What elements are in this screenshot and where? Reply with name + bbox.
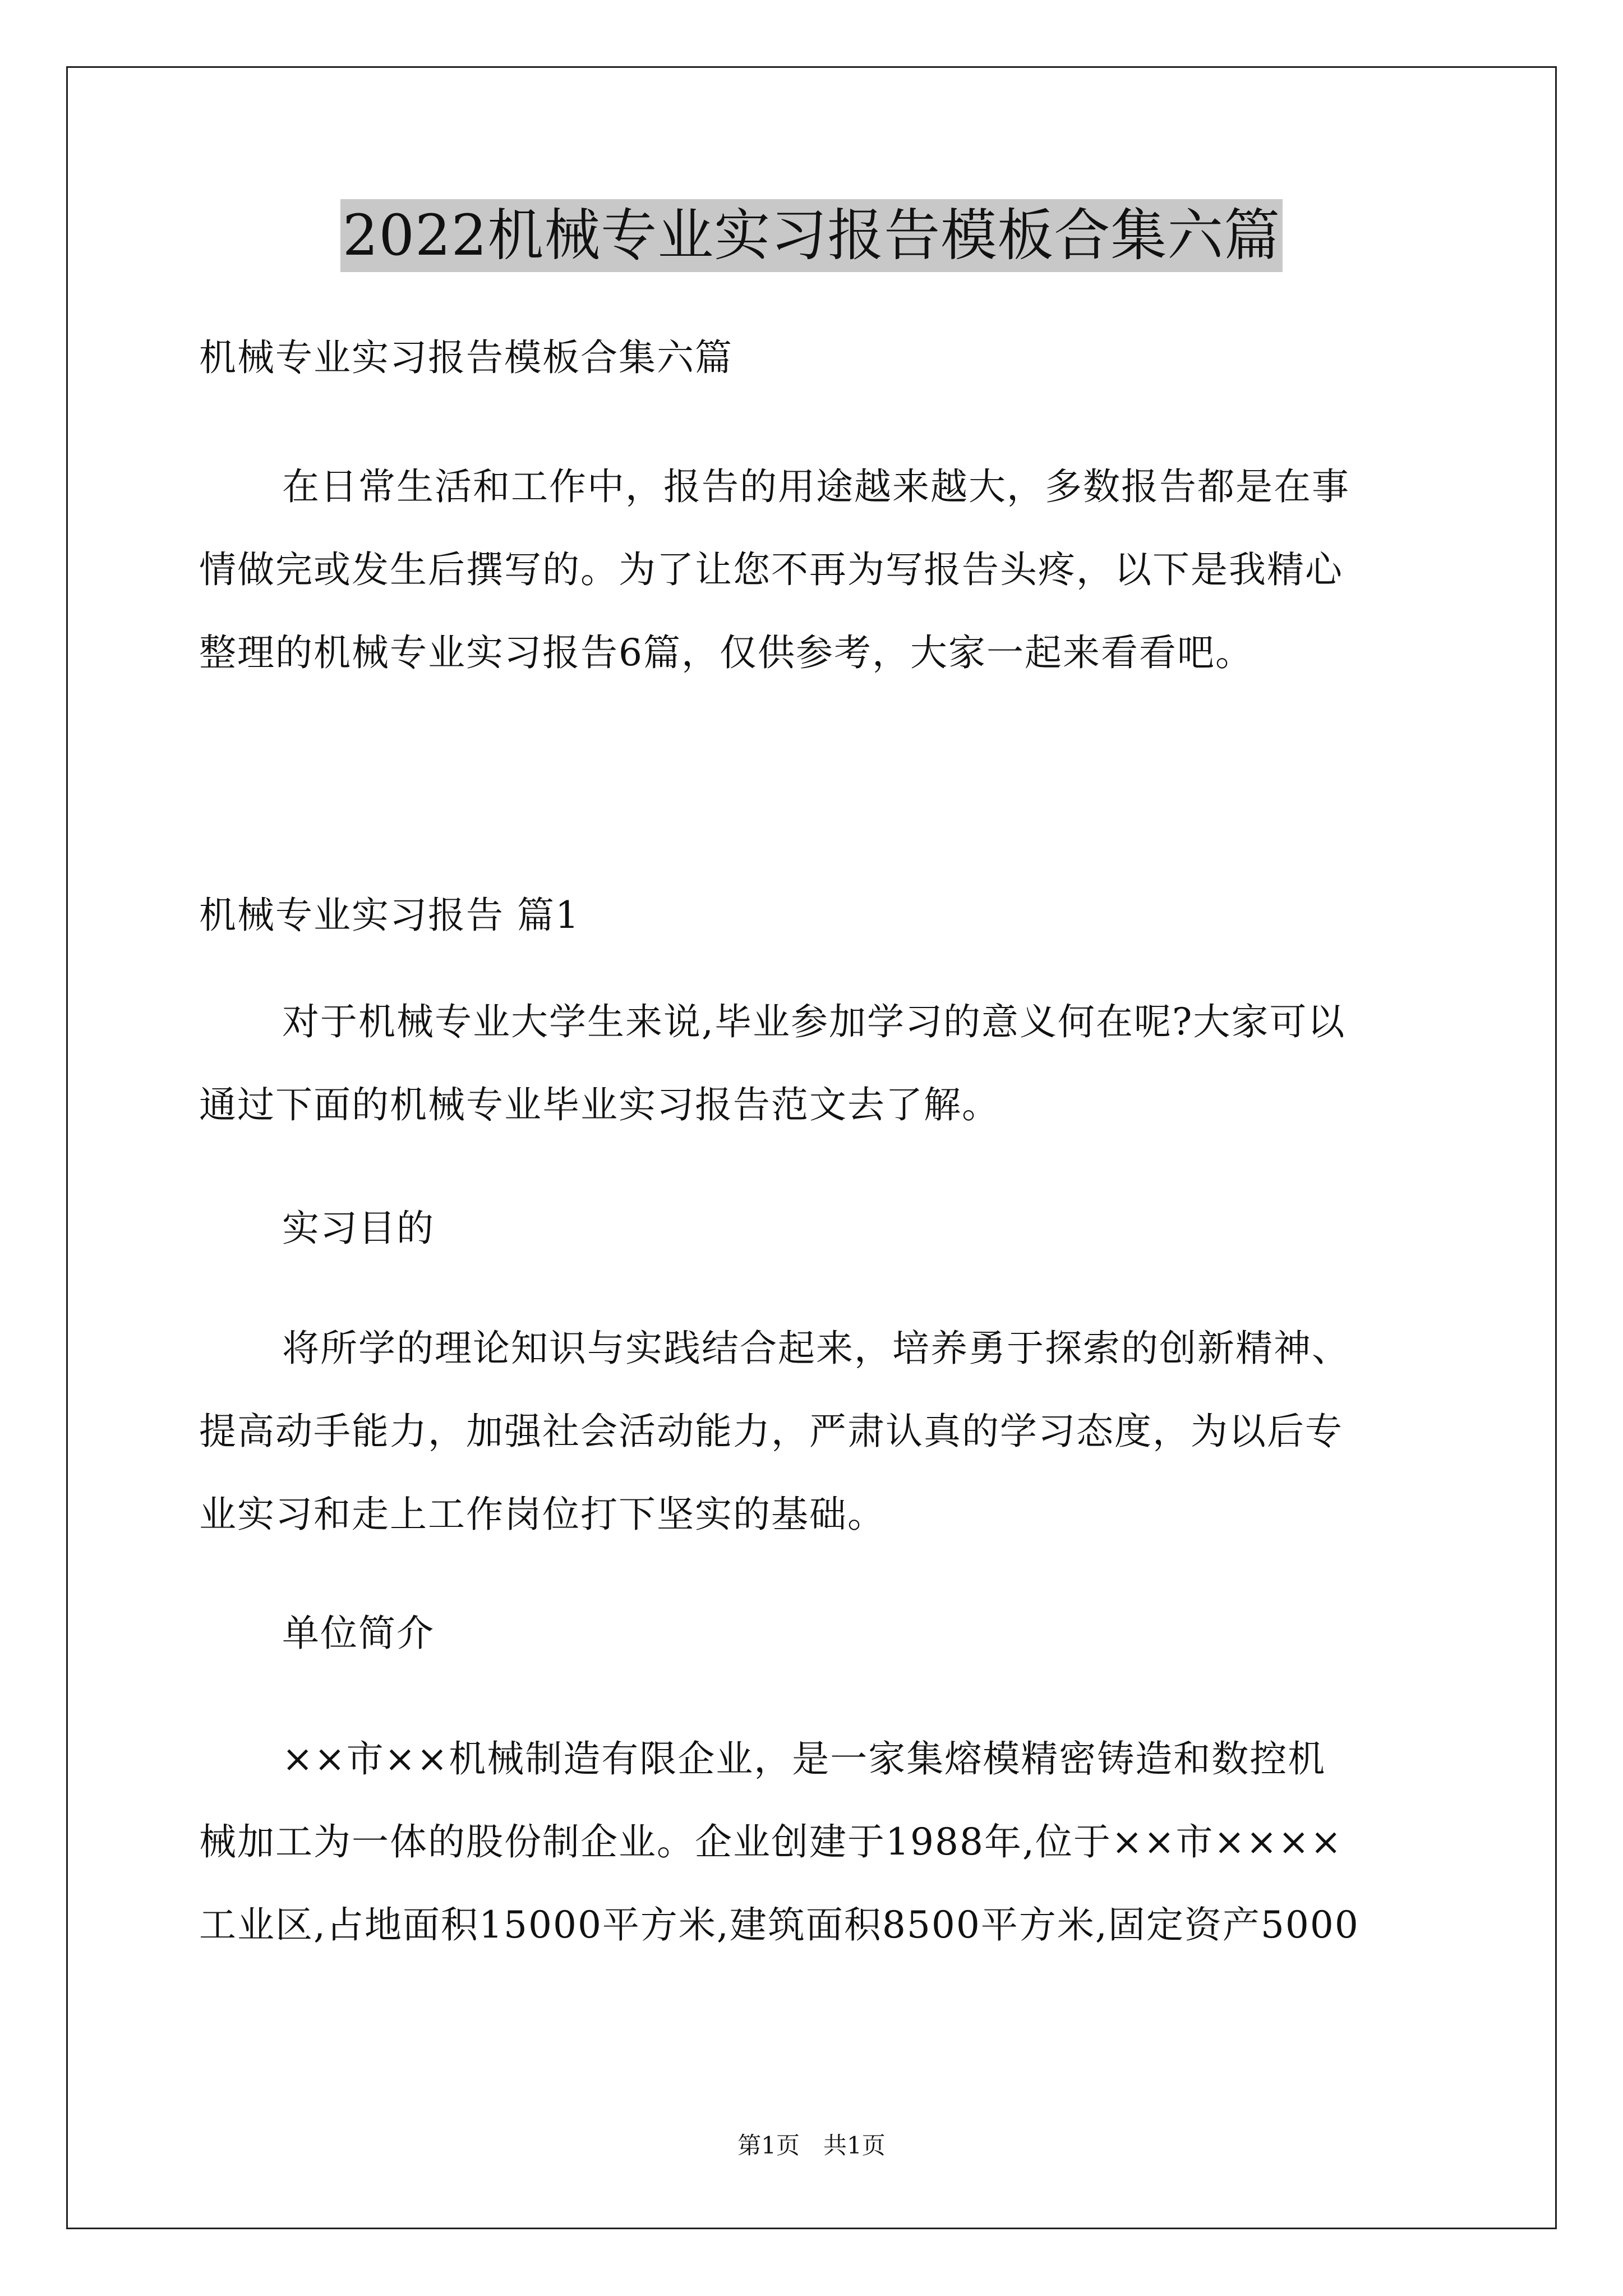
document-title: 2022机械专业实习报告模板合集六篇 (340, 199, 1283, 272)
section1-line-2: 通过下面的机械专业毕业实习报告范文去了解。 (199, 1083, 1000, 1126)
company-line-1: ××市××机械制造有限企业，是一家集熔模精密铸造和数控机 (282, 1737, 1326, 1780)
intro-line-3: 整理的机械专业实习报告6篇，仅供参考，大家一起来看看吧。 (199, 631, 1253, 674)
subheading-purpose: 实习目的 (282, 1207, 435, 1250)
subtitle-line: 机械专业实习报告模板合集六篇 (199, 336, 733, 379)
purpose-line-1: 将所学的理论知识与实践结合起来，培养勇于探索的创新精神、 (282, 1327, 1350, 1370)
page-footer: 第1页 共1页 (737, 2132, 886, 2159)
company-line-2: 械加工为一体的股份制企业。企业创建于1988年,位于××市×××× (199, 1820, 1343, 1864)
intro-line-2: 情做完或发生后撰写的。为了让您不再为写报告头疼，以下是我精心 (199, 548, 1343, 591)
subheading-company: 单位简介 (282, 1612, 435, 1655)
purpose-line-2: 提高动手能力，加强社会活动能力，严肃认真的学习态度，为以后专 (199, 1410, 1343, 1453)
purpose-line-3: 业实习和走上工作岗位打下坚实的基础。 (199, 1493, 886, 1536)
section-heading-1: 机械专业实习报告 篇1 (199, 894, 580, 937)
intro-line-1: 在日常生活和工作中，报告的用途越来越大，多数报告都是在事 (282, 465, 1350, 508)
section1-line-1: 对于机械专业大学生来说,毕业参加学习的意义何在呢?大家可以 (282, 1000, 1346, 1043)
title-container (0, 199, 1623, 272)
company-line-3: 工业区,占地面积15000平方米,建筑面积8500平方米,固定资产5000 (199, 1903, 1359, 1947)
